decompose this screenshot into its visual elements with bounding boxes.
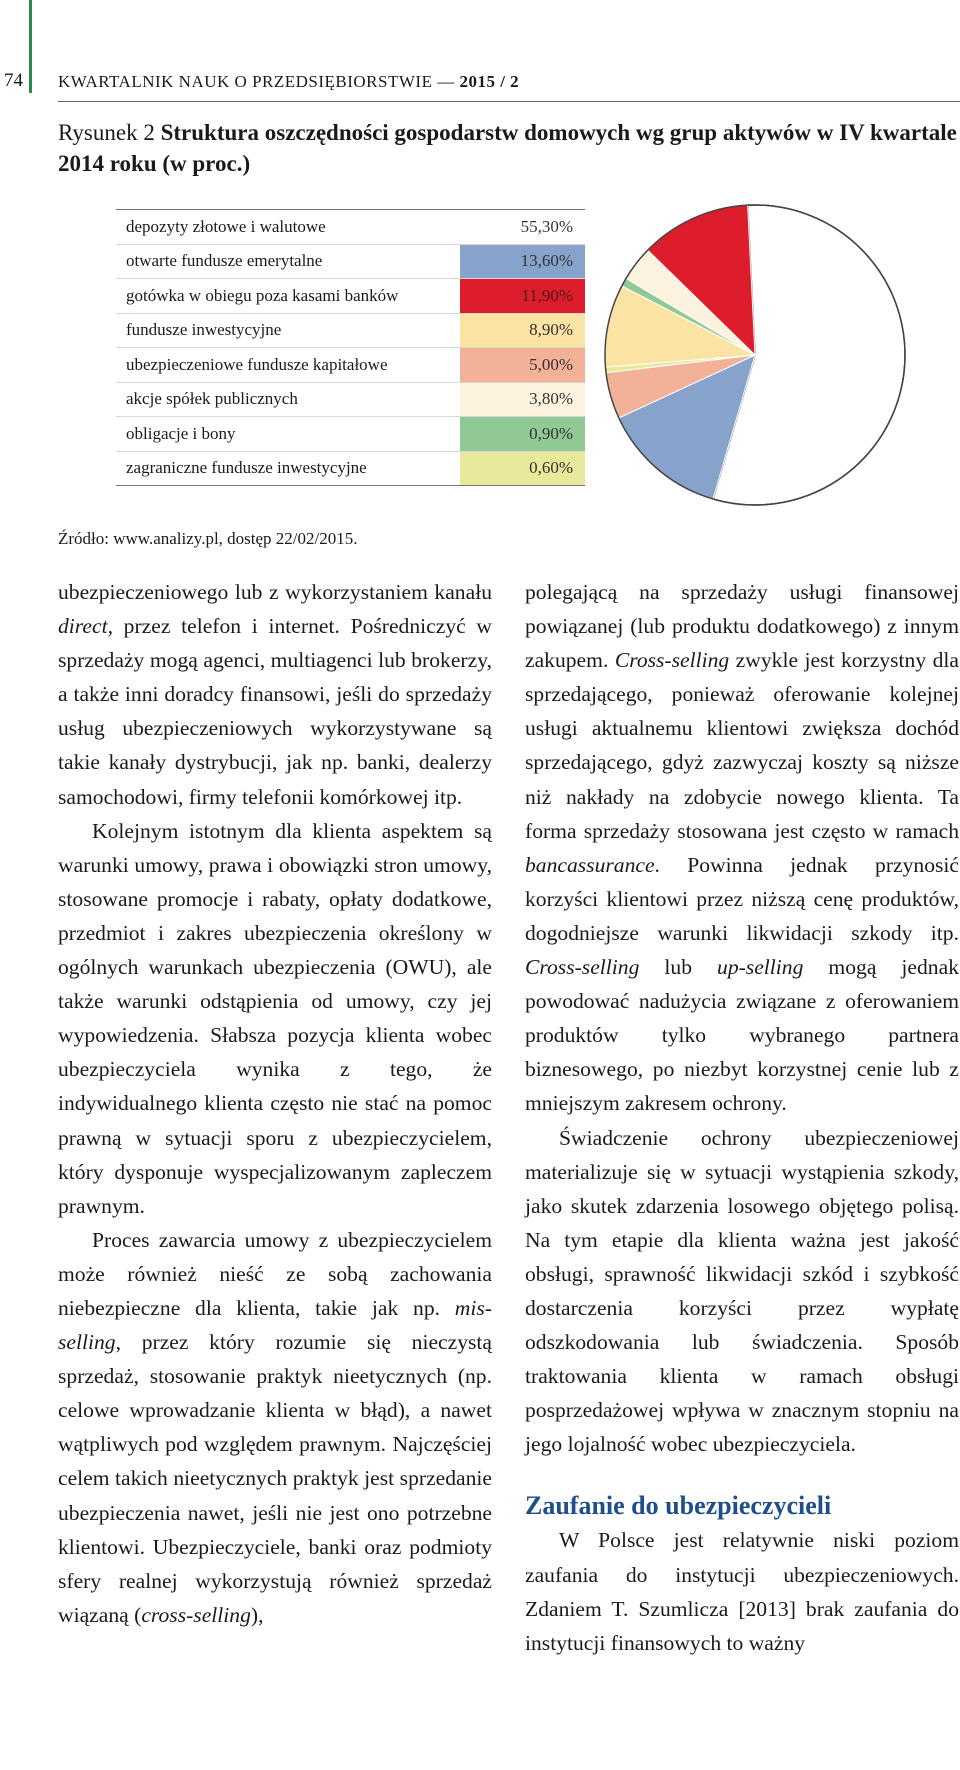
paragraph: Świadczenie ochrony ubezpieczeniowej materializuje się w sytuacji wystąpienia szkody, jako skutek zdarzenia losowego objętego polisą. Na tym etapie dla klienta ważna jest jakość obsługi, sprawność likwidacji szkód i szybkość dostarczenia korzyści przez wypłatę odszkodowania lub świadczenia. Sposób traktowania klienta w ramach obsługi posprzedażowej wpływa w znacznym stopniu na jego lojalność wobec ubezpieczyciela. bbox=[525, 1125, 959, 1457]
page-number: 74 bbox=[4, 70, 23, 91]
right-text-column bbox=[525, 575, 959, 1660]
legend-value: 13,60% bbox=[460, 244, 585, 279]
legend-value: 0,90% bbox=[460, 417, 585, 452]
legend-label: gotówka w obiegu poza kasami banków bbox=[116, 279, 460, 314]
legend-row bbox=[116, 210, 585, 245]
journal-issue: 2015 / 2 bbox=[459, 72, 520, 91]
figure-label: Rysunek 2 bbox=[58, 120, 155, 145]
legend-label: depozyty złotowe i walutowe bbox=[116, 210, 460, 245]
legend-row bbox=[116, 244, 585, 279]
section-heading: Zaufanie do ubezpieczycieli bbox=[525, 1491, 832, 1521]
legend-value: 5,00% bbox=[460, 348, 585, 383]
legend-value: 8,90% bbox=[460, 313, 585, 348]
chart-legend-table bbox=[116, 209, 585, 486]
legend-row bbox=[116, 313, 585, 348]
paragraph: W Polsce jest relatywnie niski poziom zaufania do instytucji ubezpieczeniowych. Zdaniem T. Szumlicza [2013] brak zaufania do instytucji finansowych to ważny bbox=[525, 1528, 959, 1655]
legend-row bbox=[116, 382, 585, 417]
journal-name: KWARTALNIK NAUK O PRZEDSIĘBIORSTWIE — bbox=[58, 72, 455, 91]
legend-value: 0,60% bbox=[460, 451, 585, 486]
legend-label: akcje spółek publicznych bbox=[116, 382, 460, 417]
legend-value: 55,30% bbox=[460, 210, 585, 245]
paragraph: Proces zawarcia umowy z ubezpieczycielem może również nieść ze sobą zachowania niebezpieczne dla klienta, takie jak np. mis-selling, przez który rozumie się nieczystą sprzedaż, stosowanie praktyk nieetycznych (np. celowe wprowadzanie klienta w błąd), a nawet wątpliwych pod względem prawnym. Najczęściej celem takich nieetycznych praktyk jest sprzedanie ubezpieczenia nawet, jeśli nie jest ono potrzebne klientowi. Ubezpieczyciele, banki oraz podmioty sfery realnej wykorzystują również sprzedaż wiązaną (cross-selling), bbox=[58, 1227, 492, 1627]
running-head bbox=[58, 72, 519, 92]
legend-row bbox=[116, 451, 585, 486]
left-text-column bbox=[58, 575, 492, 1632]
legend-row bbox=[116, 417, 585, 452]
pie-chart bbox=[600, 200, 910, 510]
paragraph: polegającą na sprzedaży usługi finansowej powiązanej (lub produktu dodatkowego) z innym zakupem. Cross-selling zwykle jest korzystny dla sprzedającego, ponieważ oferowanie kolejnej usługi aktualnemu klientowi zwiększa dochód sprzedającego, gdyż zazwyczaj koszty są niższe niż nakłady na zdobycie nowego klienta. Ta forma sprzedaży stosowana jest często w ramach bancassurance. Powinna jednak przynosić korzyści klientowi przez niższą cenę produktów, dogodniejsze warunki likwidacji szkody itp. Cross-selling lub up-selling mogą jednak powodować nadużycia związane z oferowaniem produktów tylko wybranego partnera biznesowego, po niezbyt korzystnej cenie lub z mniejszym zakresem ochrony. bbox=[525, 580, 959, 1116]
legend-value: 3,80% bbox=[460, 382, 585, 417]
paragraph: Kolejnym istotnym dla klienta aspektem są warunki umowy, prawa i obowiązki stron umowy, stosowane promocje i rabaty, opłaty dodatkowe, przedmiot i zakres ubezpieczenia określony w ogólnych warunkach ubezpieczenia (OWU), ale także warunki odstąpienia od umowy, czy jej wypowiedzenia. Słabsza pozycja klienta wobec ubezpieczyciela wynika z tego, że indywidualnego klienta często nie stać na pomoc prawną w sytuacji sporu z ubezpieczycielem, który dysponuje wyspecjalizowanym zapleczem prawnym. bbox=[58, 818, 492, 1218]
legend-label: ubezpieczeniowe fundusze kapitałowe bbox=[116, 348, 460, 383]
legend-row bbox=[116, 279, 585, 314]
legend-label: otwarte fundusze emerytalne bbox=[116, 244, 460, 279]
margin-accent-rule bbox=[29, 0, 32, 93]
figure-title: Struktura oszczędności gospodarstw domowych wg grup aktywów w IV kwartale 2014 roku (w proc.) bbox=[58, 120, 957, 176]
header-rule bbox=[58, 101, 960, 102]
legend-label: fundusze inwestycyjne bbox=[116, 313, 460, 348]
legend-label: zagraniczne fundusze inwestycyjne bbox=[126, 458, 367, 478]
figure-source: Źródło: www.analizy.pl, dostęp 22/02/2015. bbox=[58, 529, 358, 548]
paragraph: ubezpieczeniowego lub z wykorzystaniem kanału direct, przez telefon i internet. Pośredniczyć w sprzedaży mogą agenci, multiagenci lub brokerzy, a także inni doradcy finansowi, jeśli do sprzedaży usług ubezpieczeniowych wykorzystywane są takie kanały dystrybucji, jak np. banki, dealerzy samochodowi, firmy telefonii komórkowej itp. bbox=[58, 580, 492, 809]
legend-label: obligacje i bony bbox=[116, 417, 460, 452]
figure-caption bbox=[58, 117, 958, 179]
legend-value: 11,90% bbox=[460, 279, 585, 314]
legend-row bbox=[116, 348, 585, 383]
